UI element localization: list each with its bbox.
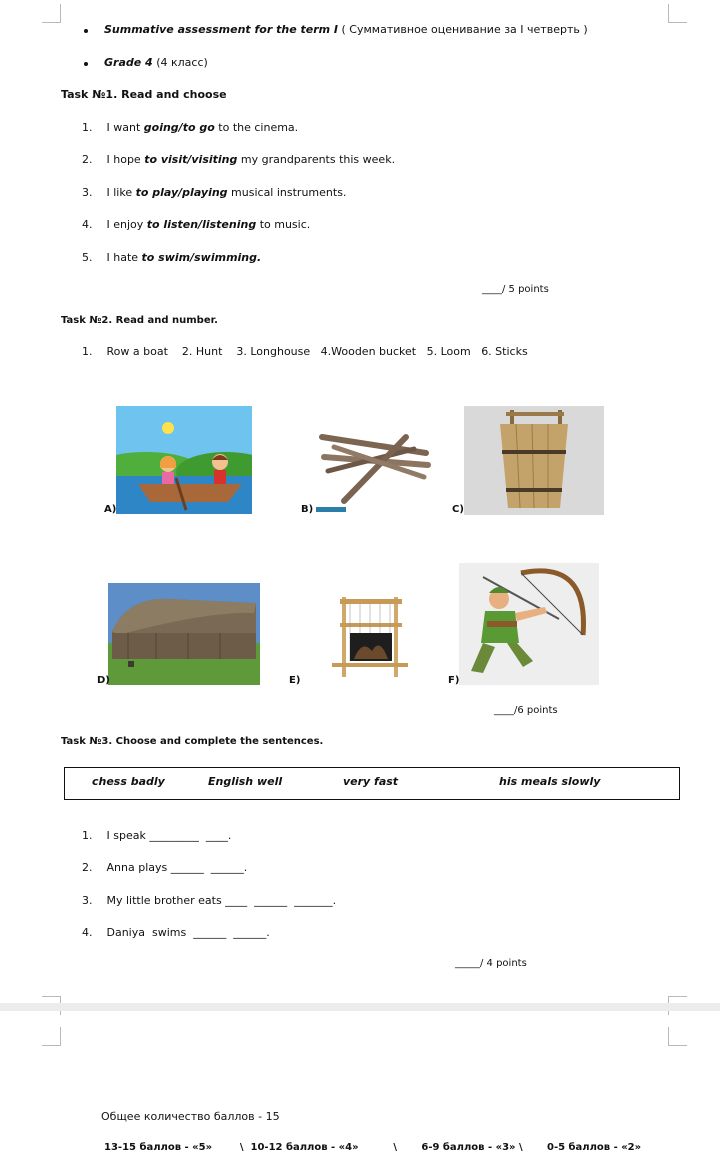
summative-title-ru: ( Суммативное оценивание за I четверть ) <box>341 23 588 36</box>
item-choice: to visit/visiting <box>144 153 238 166</box>
item-text: I want <box>106 121 144 134</box>
loom-picture <box>328 593 412 679</box>
task1-item <box>82 121 298 134</box>
task2-points: ____/6 points <box>494 705 558 716</box>
word-option: chess badly <box>92 775 165 788</box>
page-corner-mark <box>42 4 61 23</box>
task1-title: Task №1. Read and choose <box>61 88 227 101</box>
item-choice: to listen/listening <box>146 218 257 231</box>
item-text: I enjoy <box>106 218 147 231</box>
item-choice: going/to go <box>143 121 215 134</box>
item-number: 1. <box>82 829 93 842</box>
item-number: 1. <box>82 121 93 134</box>
task3-item <box>82 861 247 874</box>
boat-picture <box>116 406 252 514</box>
longhouse-picture <box>108 583 260 685</box>
task3-points: _____/ 4 points <box>455 958 527 969</box>
label-c: C) <box>452 504 464 515</box>
sticks-picture <box>314 407 436 515</box>
word-option: very fast <box>343 775 399 788</box>
page-break <box>0 1003 720 1011</box>
task3-title: Task №3. Choose and complete the sentences. <box>61 736 324 747</box>
item-number: 2. <box>82 861 93 874</box>
grading-scale: 13-15 баллов - «5» \ 10-12 баллов - «4» \ 6-9 баллов - «3» \ 0-5 баллов - «2» <box>104 1142 642 1153</box>
item-choice: to play/playing <box>135 186 228 199</box>
word-list-text: Row a boat 2. Hunt 3. Longhouse 4.Wooden bucket 5. Loom 6. Sticks <box>106 345 528 358</box>
item-number: 2. <box>82 153 93 166</box>
item-text: I like <box>106 186 136 199</box>
item-text: I hate <box>106 251 142 264</box>
item-text: musical instruments. <box>227 186 347 199</box>
task1-item <box>82 153 395 166</box>
grade-title: Grade 4 <box>104 56 153 69</box>
item-number: 3. <box>82 186 93 199</box>
bullet <box>84 29 88 33</box>
task1-item <box>82 186 346 199</box>
task1-item <box>82 251 261 264</box>
total-points: Общее количество баллов - 15 <box>101 1110 280 1123</box>
label-a: A) <box>104 504 117 515</box>
label-b: B) <box>301 504 314 515</box>
hunter-picture <box>459 563 599 685</box>
item-number: 3. <box>82 894 93 907</box>
label-e: E) <box>289 675 301 686</box>
task2-word-list <box>82 345 528 358</box>
item-text: I hope <box>106 153 145 166</box>
task3-item <box>82 894 336 907</box>
grade-title-ru: (4 класс) <box>156 56 208 69</box>
item-text: to the cinema. <box>214 121 299 134</box>
item-text: Anna plays ______ ______. <box>106 861 248 874</box>
item-text: My little brother eats ____ ______ _______. <box>106 894 337 907</box>
item-text: Daniya swims ______ ______. <box>106 926 270 939</box>
page-corner-mark <box>668 4 687 23</box>
task1-points: ____/ 5 points <box>482 284 549 295</box>
item-number: 4. <box>82 218 93 231</box>
task3-item <box>82 829 231 842</box>
header-line-2 <box>104 56 208 69</box>
task3-item <box>82 926 270 939</box>
item-number: 4. <box>82 926 93 939</box>
page-corner-mark <box>668 1027 687 1046</box>
item-text: I speak _________ ____. <box>106 829 232 842</box>
task2-title: Task №2. Read and number. <box>61 315 218 326</box>
item-text: my grandparents this week. <box>237 153 396 166</box>
bullet <box>84 62 88 66</box>
label-d: D) <box>97 675 110 686</box>
wooden-bucket-picture <box>464 406 604 515</box>
item-choice: to swim/swimming. <box>141 251 262 264</box>
item-text: to music. <box>256 218 311 231</box>
item-number: 5. <box>82 251 93 264</box>
label-f: F) <box>448 675 460 686</box>
task1-item <box>82 218 310 231</box>
summative-title: Summative assessment for the term I <box>104 23 339 36</box>
page-corner-mark <box>42 1027 61 1046</box>
item-number: 1. <box>82 345 93 358</box>
word-option: his meals slowly <box>499 775 601 788</box>
header-line-1 <box>104 23 588 36</box>
word-option: English well <box>208 775 283 788</box>
